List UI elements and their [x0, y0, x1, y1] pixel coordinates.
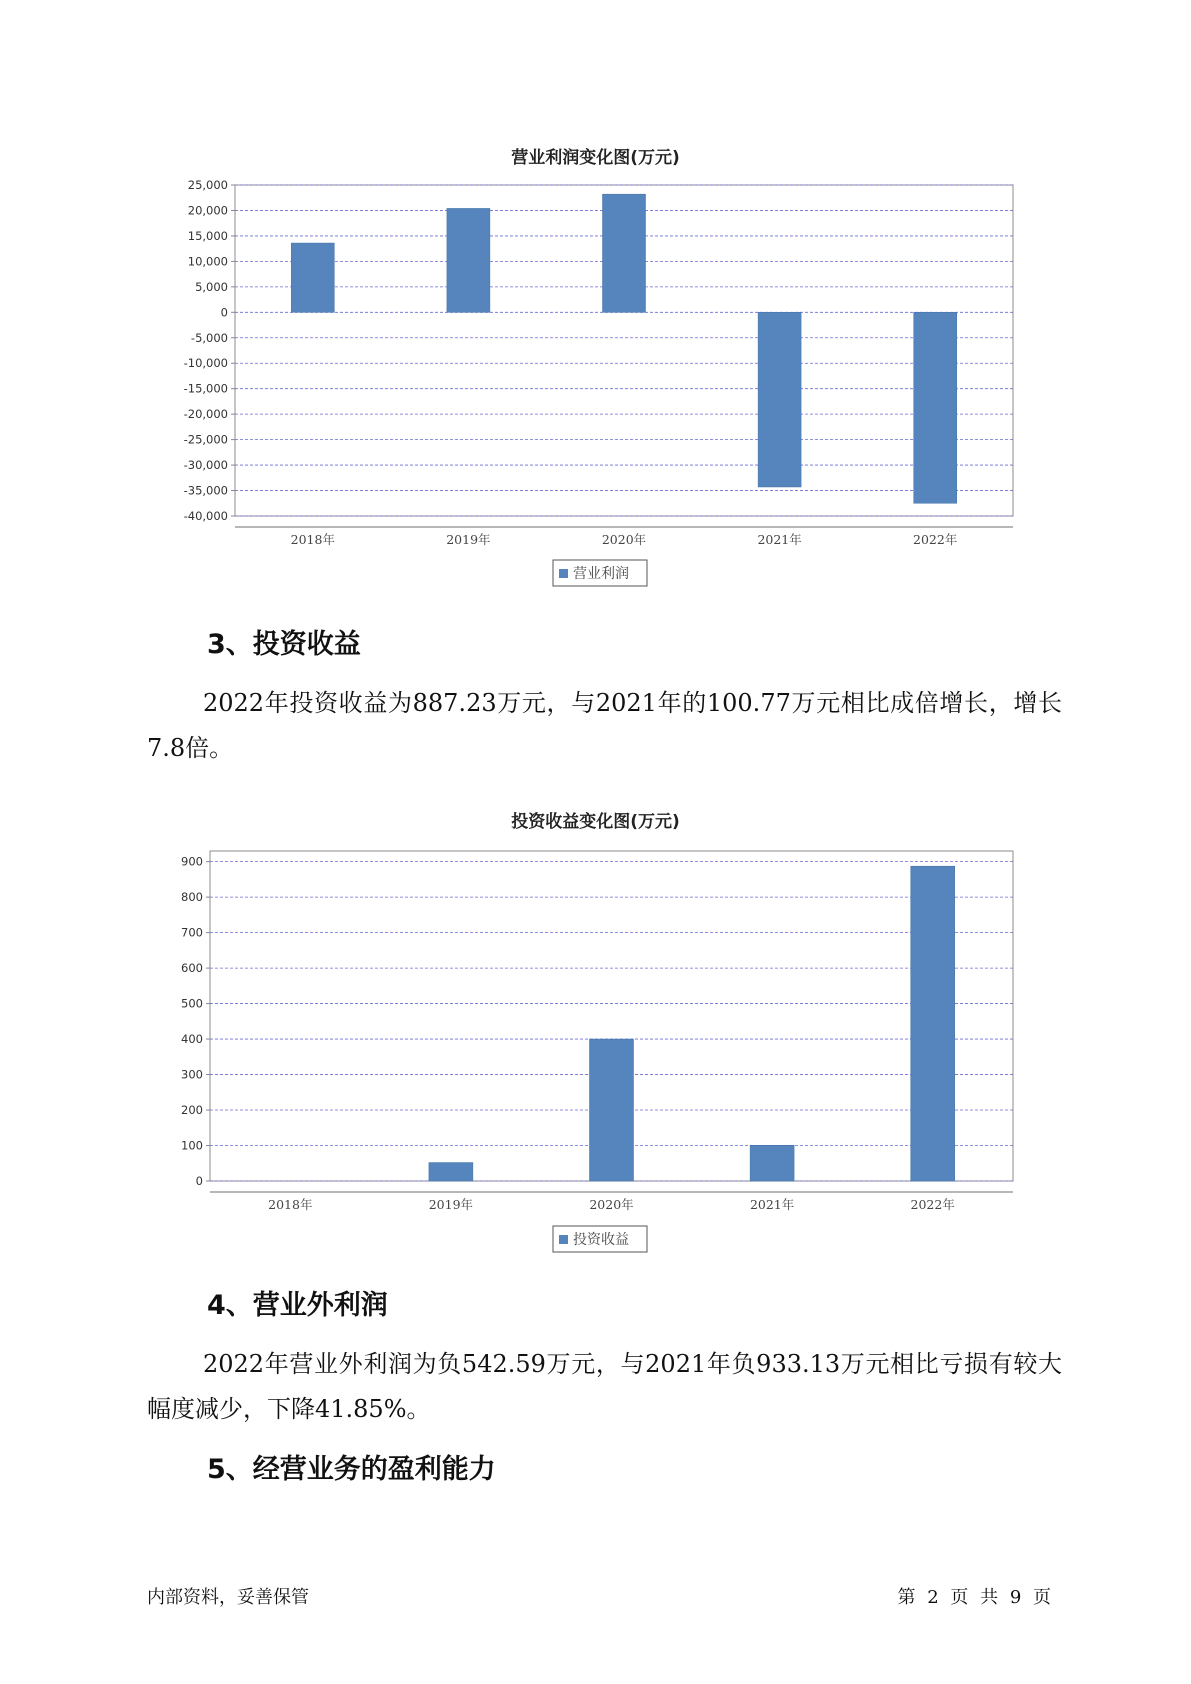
y-tick-label: 100 — [181, 1138, 203, 1153]
x-tick-label: 2019年 — [428, 1197, 474, 1212]
y-tick-label: -25,000 — [183, 432, 228, 447]
operating-profit-chart — [0, 170, 1191, 590]
y-tick-label: 200 — [181, 1103, 203, 1118]
y-tick-label: 500 — [181, 996, 203, 1011]
y-tick-label: -20,000 — [183, 407, 228, 422]
y-tick-label: 600 — [181, 961, 203, 976]
y-tick-label: 700 — [181, 925, 203, 940]
x-tick-label: 2019年 — [446, 532, 491, 547]
bar-2019年 — [447, 208, 490, 312]
x-tick-label: 2021年 — [757, 532, 802, 547]
legend-swatch — [559, 569, 568, 578]
legend-label: 营业利润 — [573, 566, 629, 582]
legend-swatch — [559, 1235, 568, 1244]
y-tick-label: 5,000 — [195, 279, 228, 294]
footer-page-number: 第 2 页 共 9 页 — [897, 1587, 1051, 1608]
y-tick-label: 0 — [220, 305, 228, 320]
chart-legend — [553, 1226, 647, 1252]
y-tick-label: -35,000 — [183, 483, 228, 498]
y-tick-label: 900 — [181, 854, 203, 869]
chart2-title: 投资收益变化图(万元) — [511, 812, 680, 832]
y-tick-label: 10,000 — [187, 254, 228, 269]
y-tick-label: -15,000 — [183, 381, 228, 396]
section4-heading: 4、营业外利润 — [207, 1290, 388, 1321]
bar-2021年 — [750, 1145, 794, 1181]
y-tick-label: 400 — [181, 1032, 203, 1047]
section3-paragraph — [147, 681, 1062, 771]
section4-paragraph — [147, 1342, 1062, 1432]
chart-legend — [553, 560, 647, 586]
bar-2020年 — [603, 194, 646, 312]
footer-confidential-note: 内部资料，妥善保管 — [147, 1587, 309, 1608]
bar-2022年 — [914, 312, 957, 503]
y-tick-label: 800 — [181, 890, 203, 905]
y-tick-label: 25,000 — [187, 178, 228, 192]
bar-2021年 — [758, 312, 801, 487]
legend-label: 投资收益 — [573, 1232, 629, 1248]
bar-2018年 — [291, 243, 334, 312]
section3-paragraph-text: 2022年投资收益为887.23万元，与2021年的100.77万元相比成倍增长，增长7.8倍。 — [147, 689, 1062, 762]
bar-2020年 — [590, 1039, 634, 1181]
section4-paragraph-text: 2022年营业外利润为负542.59万元，与2021年负933.13万元相比亏损有较大幅度减少，下降41.85%。 — [147, 1350, 1062, 1423]
y-tick-label: 0 — [195, 1174, 203, 1188]
y-tick-label: 300 — [181, 1067, 203, 1082]
x-tick-label: 2020年 — [601, 532, 647, 547]
x-tick-label: 2022年 — [910, 1197, 955, 1212]
y-tick-label: 15,000 — [187, 228, 228, 243]
y-tick-label: -30,000 — [183, 458, 228, 473]
y-tick-label: -10,000 — [183, 356, 228, 371]
section3-heading: 3、投资收益 — [207, 629, 361, 660]
investment-income-chart — [0, 835, 1191, 1255]
y-tick-label: 20,000 — [187, 203, 228, 218]
y-tick-label: -5,000 — [190, 330, 228, 345]
bar-2022年 — [911, 866, 955, 1181]
bar-2019年 — [429, 1163, 473, 1181]
y-tick-label: -40,000 — [183, 509, 228, 523]
x-tick-label: 2018年 — [290, 532, 335, 547]
chart1-title: 营业利润变化图(万元) — [511, 148, 680, 168]
x-tick-label: 2022年 — [913, 532, 958, 547]
x-tick-label: 2021年 — [749, 1197, 795, 1212]
x-tick-label: 2020年 — [589, 1197, 634, 1212]
section5-heading: 5、经营业务的盈利能力 — [207, 1454, 496, 1485]
x-tick-label: 2018年 — [268, 1197, 313, 1212]
